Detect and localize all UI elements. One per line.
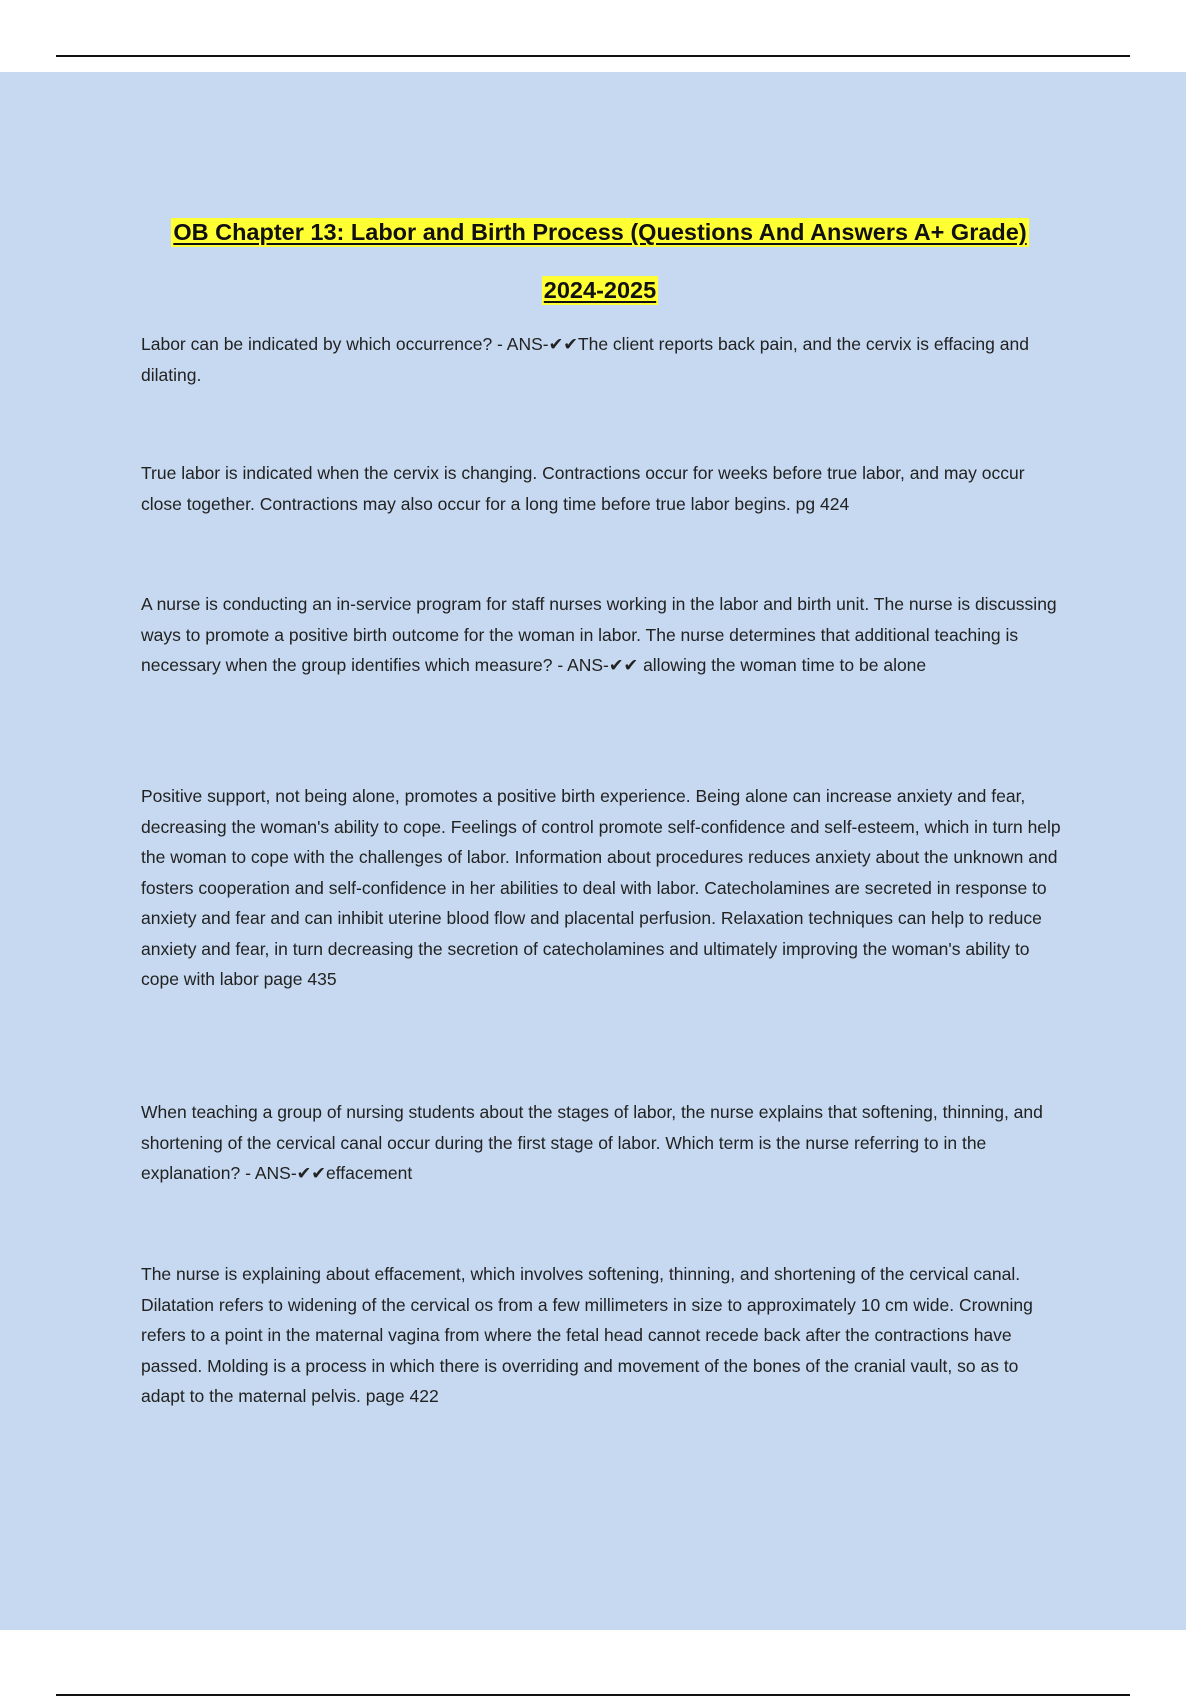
explanation-3: The nurse is explaining about effacement, which involves softening, thinning, and shortening of the cervical canal. Dilatation refers to widening of the cervical os from a few millimeters in size to approximately 10 cm wide. Crowning refers to a point in the maternal vagina from where the fetal head cannot recede back after the contractions have passed. Molding is a process in which there is overriding and movement of the bones of the cranial vault, so as to adapt to the maternal pelvis. page 422 (141, 1264, 1033, 1406)
top-divider (56, 55, 1130, 57)
title-line-1: OB Chapter 13: Labor and Birth Process (Questions And Answers A+ Grade) (173, 219, 1027, 245)
explanation-2: Positive support, not being alone, promotes a positive birth experience. Being alone can increase anxiety and fear, decreasing the woman's ability to cope. Feelings of control promote self-confidence and self-esteem, which in turn help the woman to cope with the challenges of labor. Information about procedures reduces anxiety about the unknown and fosters cooperation and self-confidence in her abilities to deal with labor. Catecholamines are secreted in response to anxiety and fear and can inhibit uterine blood flow and placental perfusion. Relaxation techniques can help to reduce anxiety and fear, in turn decreasing the secretion of catecholamines and ultimately improving the woman's ability to cope with labor page 435 (141, 786, 1061, 989)
question-answer-3: When teaching a group of nursing students about the stages of labor, the nurse explains that softening, thinning, and shortening of the cervical canal occur during the first stage of labor. Which term is the nurse referring to in the explanation? - ANS-✔✔effacement (141, 1102, 1043, 1183)
document-title-year (0, 276, 1200, 305)
question-answer-1: Labor can be indicated by which occurrence? - ANS-✔✔The client reports back pain, and the cervix is effacing and dilating. (141, 334, 1029, 385)
document-title (0, 218, 1200, 247)
title-line-2: 2024-2025 (543, 277, 657, 303)
bottom-divider (56, 1694, 1130, 1696)
explanation-1: True labor is indicated when the cervix is changing. Contractions occur for weeks before true labor, and may occur close together. Contractions may also occur for a long time before true labor begins. pg 424 (141, 463, 1025, 514)
question-answer-2: A nurse is conducting an in-service program for staff nurses working in the labor and birth unit. The nurse is discussing ways to promote a positive birth outcome for the woman in labor. The nurse determines that additional teaching is necessary when the group identifies which measure? - ANS-✔✔ allowing the woman time to be alone (141, 594, 1057, 675)
